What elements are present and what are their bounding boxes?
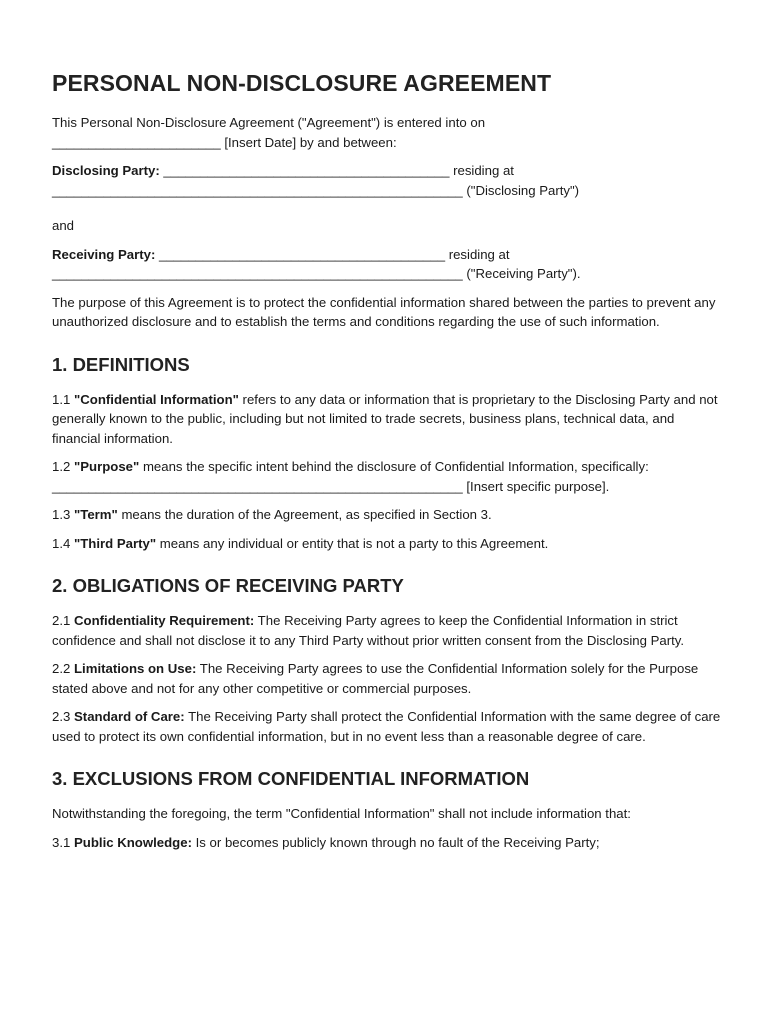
intro-line-2: _______________________ [Insert Date] by and between: (52, 134, 397, 150)
receiving-party-line-2: ________________________________________________________ ("Receiving Party"). (52, 266, 581, 281)
clause-number: 1.3 (52, 507, 74, 522)
clause-number: 2.2 (52, 661, 74, 676)
clause-number: 2.1 (52, 613, 74, 628)
section-heading: 2. OBLIGATIONS OF RECEIVING PARTY (52, 575, 404, 596)
receiving-party-line-1: _______________________________________ residing at (155, 246, 510, 262)
clause-term: "Confidential Information" (74, 391, 239, 407)
clause-term: "Term" (74, 507, 118, 522)
clause-term: "Third Party" (74, 535, 157, 551)
section-heading: 3. EXCLUSIONS FROM CONFIDENTIAL INFORMATION (52, 768, 530, 789)
clause-text: The Receiving Party agrees to keep the Confidential Information in strict confidence and shall not disclose it to any Third Party without prior written consent from the Disclosing Party. (52, 613, 685, 648)
clause-text: means the duration of the Agreement, as specified in Section 3. (117, 507, 492, 522)
clause (52, 659, 722, 698)
document-page (52, 70, 722, 861)
clause (52, 457, 722, 496)
section-intro: Notwithstanding the foregoing, the term "Confidential Information" shall not include information that: (52, 806, 631, 821)
and-text: and (52, 218, 75, 233)
clause-text: means the specific intent behind the disclosure of Confidential Information, specifically: ________________________________________________________ [Insert specific purpose]. (52, 459, 649, 494)
purpose-paragraph: The purpose of this Agreement is to protect the confidential information shared between the parties to prevent any unauthorized disclosure and to establish the terms and conditions regarding the use of such information. (52, 294, 716, 329)
clause-number: 1.4 (52, 535, 74, 551)
clause (52, 390, 722, 449)
clause-number: 3.1 (52, 834, 74, 850)
clause (52, 534, 722, 554)
section-exclusions (52, 768, 722, 852)
clause-text: Is or becomes publicly known through no fault of the Receiving Party; (191, 834, 600, 850)
receiving-party-label: Receiving Party: (52, 246, 156, 262)
intro-paragraph (52, 113, 722, 152)
disclosing-party-label: Disclosing Party: (52, 163, 160, 178)
receiving-party-paragraph (52, 245, 722, 284)
document-title: PERSONAL NON-DISCLOSURE AGREEMENT (52, 70, 552, 96)
clause-term: Limitations on Use: (74, 661, 197, 676)
disclosing-party-line-2: ________________________________________________________ ("Disclosing Party") (52, 182, 580, 198)
clause-term: Standard of Care: (74, 709, 185, 724)
disclosing-party-line-1: _______________________________________ residing at (159, 163, 514, 178)
clause (52, 505, 722, 525)
section-definitions (52, 354, 722, 554)
clause-text: The Receiving Party agrees to use the Confidential Information solely for the Purpose stated above and not for any other competitive or commercial purposes. (52, 661, 699, 696)
clause (52, 707, 722, 746)
clause-term: Confidentiality Requirement: (74, 613, 255, 628)
clause-number: 1.2 (52, 459, 74, 474)
clause-term: Public Knowledge: (74, 834, 192, 850)
intro-line-1: This Personal Non-Disclosure Agreement ("Agreement") is entered into on (52, 115, 486, 130)
disclosing-party-paragraph (52, 161, 722, 200)
clause (52, 833, 722, 853)
section-heading: 1. DEFINITIONS (52, 353, 190, 375)
clause-text: The Receiving Party shall protect the Confidential Information with the same degree of care used to protect its own confidential information, but in no event less than a reasonable degree of care. (52, 709, 721, 744)
clause-text: means any individual or entity that is not a party to this Agreement. (156, 535, 549, 551)
clause-term: "Purpose" (74, 459, 140, 474)
clause-text: refers to any data or information that is proprietary to the Disclosing Party and not generally known to the public, including but not limited to trade secrets, business plans, technical data, and financial information. (52, 391, 718, 446)
clause-number: 2.3 (52, 709, 74, 724)
section-obligations (52, 575, 722, 746)
clause-number: 1.1 (52, 391, 74, 407)
clause (52, 611, 722, 650)
